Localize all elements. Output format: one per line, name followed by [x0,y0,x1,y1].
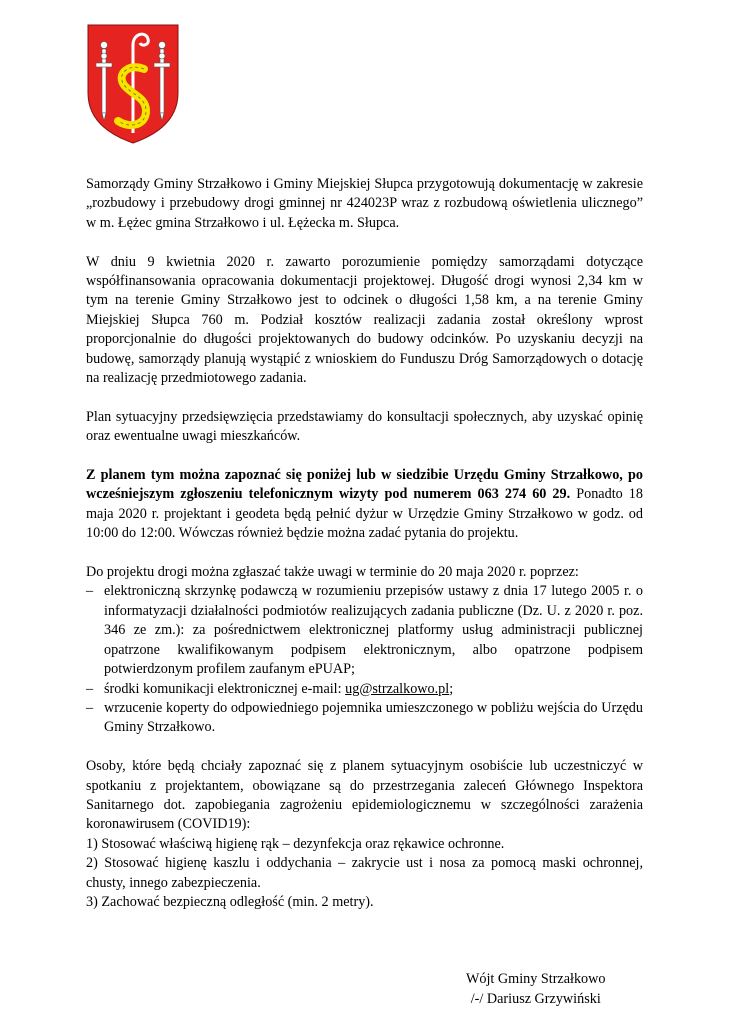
list-item [86,699,643,738]
coat-of-arms-logo [86,23,180,145]
list-item [86,582,643,679]
paragraph-contact [86,466,643,544]
document-body [86,175,643,912]
list-item-text: elektroniczną skrzynkę podawczą w rozumieniu przepisów ustawy z dnia 17 lutego 2005 r. o informatyzacji działalności podmiotów realizujących zadania publiczne (Dz. U. z 2020 r. poz. 346 ze zm.): za pośrednictwem elektronicznej platformy usług administracji publicznej opatrzone kwalifikowanym podpisem elektronicznym, albo opatrzone podpisem potwierdzonym profilem zaufanym ePUAP; [104,583,643,678]
dash-bullet-icon: – [86,680,94,697]
contact-bold-text: Z planem tym można zapoznać się poniżej lub w siedzibie Urzędu Gminy Strzałkowo, po wcześniejszym zgłoszeniu telefonicznym wizyty pod numerem 063 274 60 29. [86,467,643,503]
list-item-suffix: ; [449,680,454,697]
covid-rules-list [86,835,643,913]
email-link[interactable]: ug@strzalkowo.pl [345,680,450,697]
paragraph-consultation: Plan sytuacyjny przedsięwzięcia przedstawiamy do konsultacji społecznych, aby uzyskać opinię oraz ewentualne uwagi mieszkańców. [86,408,643,445]
covid-rule: 1) Stosować właściwą higienę rąk – dezynfekcja oraz rękawice ochronne. [86,835,505,852]
signature-name: /-/ Dariusz Grzywiński [470,991,601,1007]
covid-rule: 2) Stosować higienę kaszlu i oddychania – zakrycie ust i nosa za pomocą maski ochronnej, chusty, innego zabezpieczenia. [86,855,643,891]
covid-rule: 3) Zachować bezpieczną odległość (min. 2 metry). [86,893,374,910]
dash-bullet-icon: – [86,699,94,716]
dash-bullet-icon: – [86,583,94,600]
signature-block [466,969,606,1009]
paragraph-intro: Samorządy Gminy Strzałkowo i Gminy Miejskiej Słupca przygotowują dokumentację w zakresie „rozbudowy i przebudowy drogi gminnej nr 424023P wraz z rozbudową oświetlenia ulicznego” w m. Łężec gmina Strzałkowo i ul. Łężecka m. Słupca. [86,176,643,231]
submission-methods-list [86,582,643,737]
paragraph-submission-intro: Do projektu drogi można zgłaszać także uwagi w terminie do 20 maja 2020 r. poprzez: [86,564,579,581]
signature-title: Wójt Gminy Strzałkowo [466,971,606,987]
contact-rest-text: Ponadto 18 maja 2020 r. projektant i geodeta będą pełnić dyżur w Urzędzie Gminy Strzałkowo w godz. od 10:00 do 12:00. Wówczas również będzie można zadać pytania do projektu. [86,486,643,542]
paragraph-agreement: W dniu 9 kwietnia 2020 r. zawarto porozumienie pomiędzy samorządami dotyczące współfinansowania opracowania dokumentacji projektowej. Długość drogi wynosi 2,34 km w tym na terenie Gminy Strzałkowo jest to odcinek o długości 1,58 km, a na terenie Gminy Miejskiej Słupca 760 m. Podział kosztów realizacji zadania został określony wprost proporcjonalnie do długości projektowanych do budowy odcinków. Po uzyskaniu decyzji na budowę, samorządy planują wystąpić z wnioskiem do Funduszu Dróg Samorządowych o dotację na realizację przedmiotowego zadania. [86,253,643,387]
list-item-text: środki komunikacji elektronicznej e-mail: [104,680,346,697]
list-item [86,680,643,699]
list-item-text: wrzucenie koperty do odpowiedniego pojemnika umieszczonego w pobliżu wejścia do Urzędu Gminy Strzałkowo. [104,699,643,736]
paragraph-covid: Osoby, które będą chciały zapoznać się z planem sytuacyjnym osobiście lub uczestniczyć w spotkaniu z projektantem, obowiązane są do przestrzegania zaleceń Głównego Inspektora Sanitarnego dot. zapobiegania zagrożeniu epidemiologicznemu w szczególności zarażenia koronawirusem (COVID19): [86,758,643,833]
